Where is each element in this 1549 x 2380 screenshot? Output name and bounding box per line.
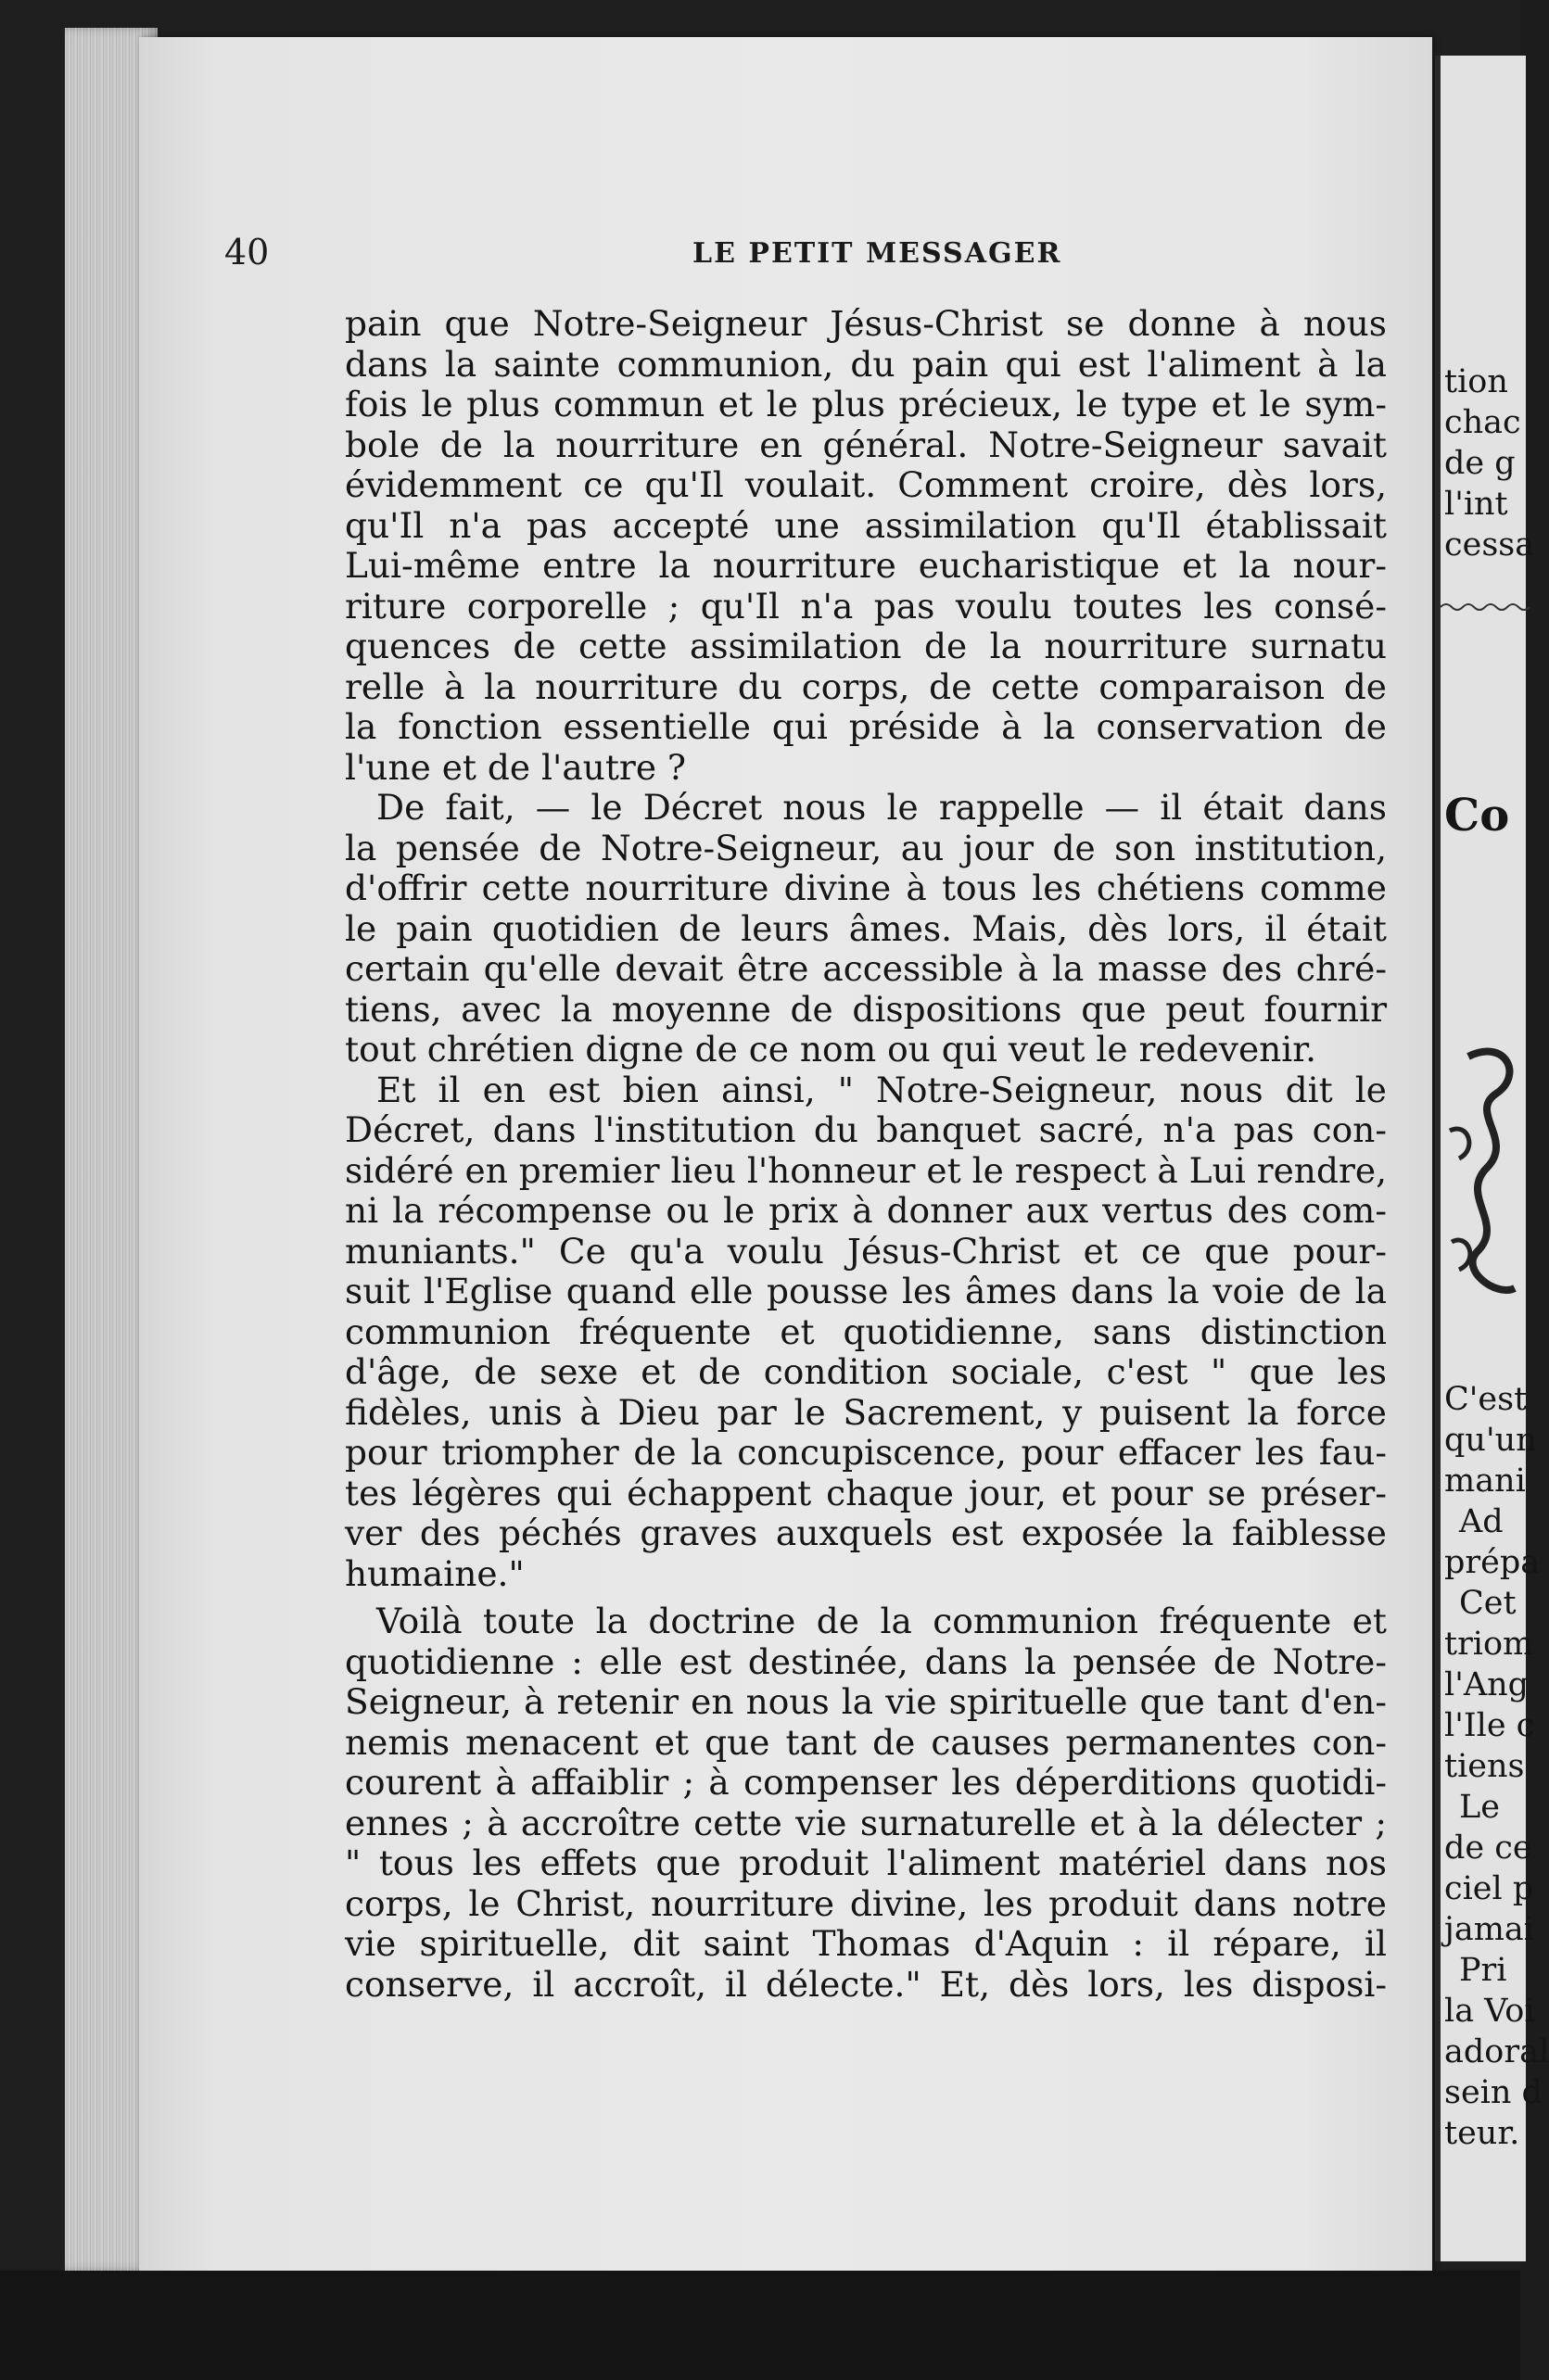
next-page-fragment: chac [1444,404,1521,441]
text-line: pain que Notre-Seigneur Jésus-Christ se donne à nous [345,303,1387,344]
decorative-rule [1441,601,1526,614]
text-line: vie spirituelle, dit saint Thomas d'Aquin : il répare, il [345,1923,1387,1964]
next-page-heading-fragment: Co [1444,790,1510,842]
text-line: qu'Il n'a pas accepté une assimilation qu'Il établissait [345,504,1387,546]
text-line: Lui-même entre la nourriture eucharistique et la nour- [345,545,1387,586]
text-line: pour triompher de la concupiscence, pour effacer les fau- [345,1432,1387,1473]
next-page-fragment: prépa [1444,1544,1541,1581]
next-page-fragment: C'est [1444,1381,1528,1418]
next-page-fragment: triom [1444,1626,1534,1663]
text-line: relle à la nourriture du corps, de cette comparaison de [345,665,1387,707]
text-line: humaine." [345,1552,525,1594]
page-header [224,232,1392,287]
text-line: Et il en est bien ainsi, " Notre-Seigneur, nous dit le [376,1069,1387,1110]
text-line: Décret, dans l'institution du banquet sacré, n'a pas con- [345,1109,1387,1150]
next-page-fragment: cessa [1444,526,1535,563]
next-page-fragment: la Voi [1444,1993,1535,2030]
text-line: De fait, — le Décret nous le rappelle — il était dans [376,787,1387,828]
text-line: riture corporelle ; qu'Il n'a pas voulu toutes les consé- [345,585,1387,627]
text-line: conserve, il accroît, il délecte." Et, dès lors, les disposi- [345,1963,1387,2005]
next-page-fragment: qu'un [1444,1422,1537,1459]
text-line: communion fréquente et quotidienne, sans distinction [345,1310,1387,1352]
text-line: quences de cette assimilation de la nourriture surnatu [345,626,1387,666]
text-line: suit l'Eglise quand elle pousse les âmes dans la voie de la [345,1271,1387,1311]
text-line: d'offrir cette nourriture divine à tous les chétiens comme [345,867,1387,908]
text-line: ennes ; à accroître cette vie surnaturelle et à la délecter ; [345,1802,1387,1843]
text-line: d'âge, de sexe et de condition sociale, c'est " que les [345,1351,1387,1392]
text-line: fois le plus commun et le plus précieux, le type et le sym- [345,384,1387,424]
next-page-fragment: Le [1459,1789,1500,1826]
next-page-fragment: mani [1444,1462,1526,1500]
running-title: LE PETIT MESSAGER [692,237,1062,270]
next-page-fragment: Cet [1459,1585,1517,1622]
text-line: ni la récompense ou le prix à donner aux vertus des com- [345,1190,1387,1231]
text-line: nemis menacent et que tant de causes permanentes con- [345,1721,1387,1763]
next-page-fragment: ciel p [1444,1870,1534,1907]
next-page-fragment: tiens [1444,1748,1525,1785]
text-line: quotidienne : elle est destinée, dans la pensée de Notre- [345,1640,1387,1682]
next-page-fragment: l'Ile c [1444,1707,1535,1744]
next-page-fragment: de ce [1444,1829,1532,1867]
text-line: " tous les effets que produit l'aliment matériel dans nos [345,1842,1387,1883]
background-below-pages [0,2271,1520,2380]
text-line: Seigneur, à retenir en nous la vie spirituelle que tant d'en- [345,1681,1387,1722]
text-line: la pensée de Notre-Seigneur, au jour de son institution, [345,827,1387,868]
next-page-fragment: l'int [1444,486,1508,523]
page-number: 40 [224,232,270,272]
next-page-fragment: jamai [1444,1911,1534,1948]
drop-cap-ornament [1441,1038,1526,1316]
next-page-fragment: adoral [1444,2033,1549,2070]
text-line: muniants." Ce qu'a voulu Jésus-Christ et ce que pour- [345,1230,1387,1272]
text-line: fidèles, unis à Dieu par le Sacrement, y puisent la force [345,1391,1387,1433]
text-line: tes légères qui échappent chaque jour, et pour se préser- [345,1472,1387,1513]
text-line: tout chrétien digne de ce nom ou qui veut le redevenir. [345,1029,1317,1070]
text-line: l'une et de l'autre ? [345,746,687,788]
next-page-fragment: tion [1444,363,1508,400]
next-page-fragment: teur. [1444,2115,1520,2152]
text-line: sidéré en premier lieu l'honneur et le respect à Lui rendre, [345,1149,1387,1191]
text-line: dans la sainte communion, du pain qui est l'aliment à la [345,343,1387,385]
text-line: tiens, avec la moyenne de dispositions que peut fournir [345,988,1387,1030]
next-page-fragment: Pri [1459,1952,1507,1989]
next-page-fragment: l'Ang [1444,1666,1530,1703]
text-line: ver des péchés graves auxquels est exposée la faiblesse [345,1513,1387,1553]
book-page-right-partial [1435,56,1549,2261]
text-line: Voilà toute la doctrine de la communion fréquente et [376,1601,1387,1641]
next-page-fragment: de g [1444,445,1516,482]
next-page-fragment: Ad [1459,1503,1504,1540]
next-page-fragment: sein d [1444,2074,1543,2111]
text-line: certain qu'elle devait être accessible à la masse des chré- [345,948,1387,989]
text-line: le pain quotidien de leurs âmes. Mais, dès lors, il était [345,907,1387,949]
text-line: évidemment ce qu'Il voulait. Comment croire, dès lors, [345,464,1387,505]
text-line: la fonction essentielle qui préside à la conservation de [345,706,1387,747]
text-line: bole de la nourriture en général. Notre-Seigneur savait [345,424,1387,465]
text-line: courent à affaiblir ; à compenser les déperditions quotidi- [345,1762,1387,1803]
text-line: corps, le Christ, nourriture divine, les produit dans notre [345,1882,1387,1924]
body-text [345,304,1387,2005]
